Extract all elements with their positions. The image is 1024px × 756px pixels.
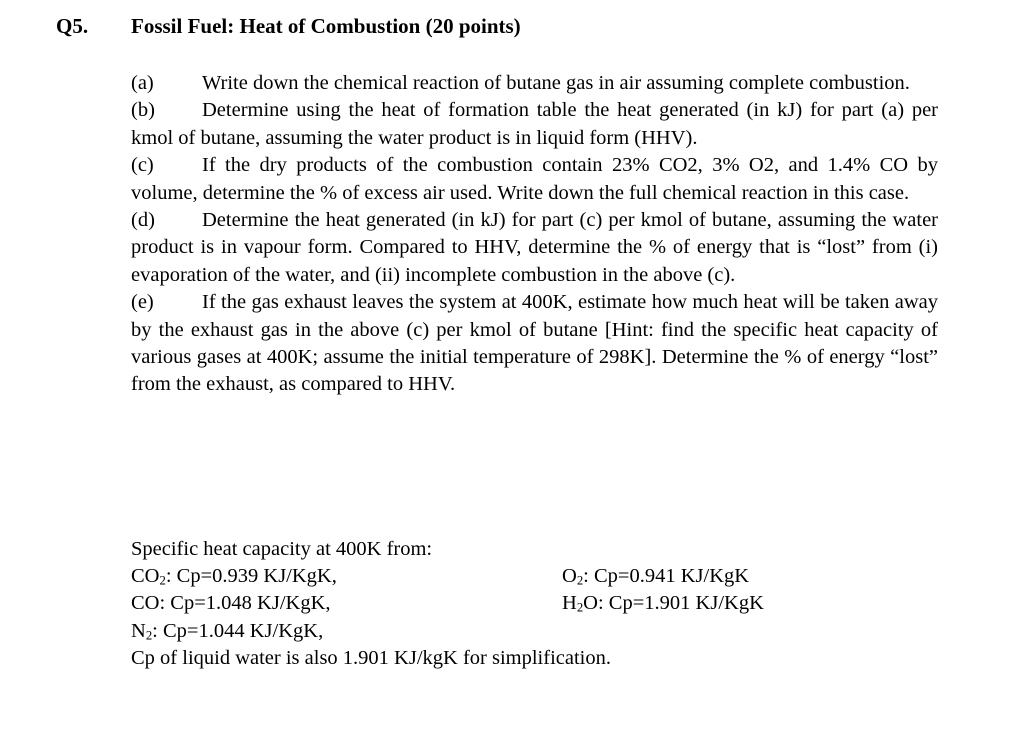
part-b — [131, 97, 938, 152]
part-c-text: If the dry products of the combustion contain 23% CO2, 3% O2, and 1.4% CO by volume, determine the % of excess air used. Write down the full chemical reaction in this case. — [131, 154, 938, 204]
specific-heat-row-2 — [131, 590, 951, 617]
part-b-label: (b) — [131, 99, 155, 122]
part-e — [131, 289, 938, 399]
part-a-label: (a) — [131, 72, 154, 94]
part-c — [131, 152, 938, 207]
part-c-label: (c) — [131, 154, 154, 177]
question-title: Fossil Fuel: Heat of Combustion (20 points) — [131, 14, 521, 38]
specific-heat-row-1 — [131, 563, 951, 590]
part-e-text: If the gas exhaust leaves the system at 400K, estimate how much heat will be taken away by the exhaust gas in the above (c) per kmol of butane [Hint: find the specific heat capacity of various gases at 400K; assume the initial temperature of 298K]. Determine the % of energy “lost” from the exhaust, as compared to HHV. — [131, 291, 938, 396]
question-parts — [131, 70, 938, 399]
part-a-text: Write down the chemical reaction of butane gas in air assuming complete combustion. — [202, 72, 910, 94]
n2-cp: $N_2$: Cp=1.044 KJ/KgK, — [131, 619, 324, 643]
liquid-water-note: Cp of liquid water is also 1.901 KJ/kgK for simplification. — [131, 646, 611, 669]
question-number: Q5. — [56, 14, 89, 38]
co2-cp: $CO_2$: Cp=0.939 KJ/KgK, — [131, 565, 337, 588]
part-b-text: Determine using the heat of formation table the heat generated (in kJ) for part (a) per kmol of butane, assuming the water product is in liquid form (HHV). — [131, 99, 938, 149]
co-cp: CO: Cp=1.048 KJ/KgK, — [131, 592, 331, 615]
part-d — [131, 207, 938, 289]
h2o-cp: $H_2O$: Cp=1.901 KJ/KgK — [562, 592, 764, 615]
specific-heat-heading: Specific heat capacity at 400K from: — [131, 538, 433, 560]
part-a — [131, 70, 938, 97]
specific-heat-row-3 — [131, 618, 951, 645]
part-e-label: (e) — [131, 291, 154, 314]
specific-heat-block — [131, 536, 951, 672]
o2-cp: $O_2$: Cp=0.941 KJ/KgK — [562, 565, 750, 588]
part-d-text: Determine the heat generated (in kJ) for part (c) per kmol of butane, assuming the water product is in vapour form. Compared to HHV, determine the % of energy that is “lost” from (i) evaporation of the water, and (ii) incomplete combustion in the above (c). — [131, 209, 938, 286]
part-d-label: (d) — [131, 209, 155, 232]
